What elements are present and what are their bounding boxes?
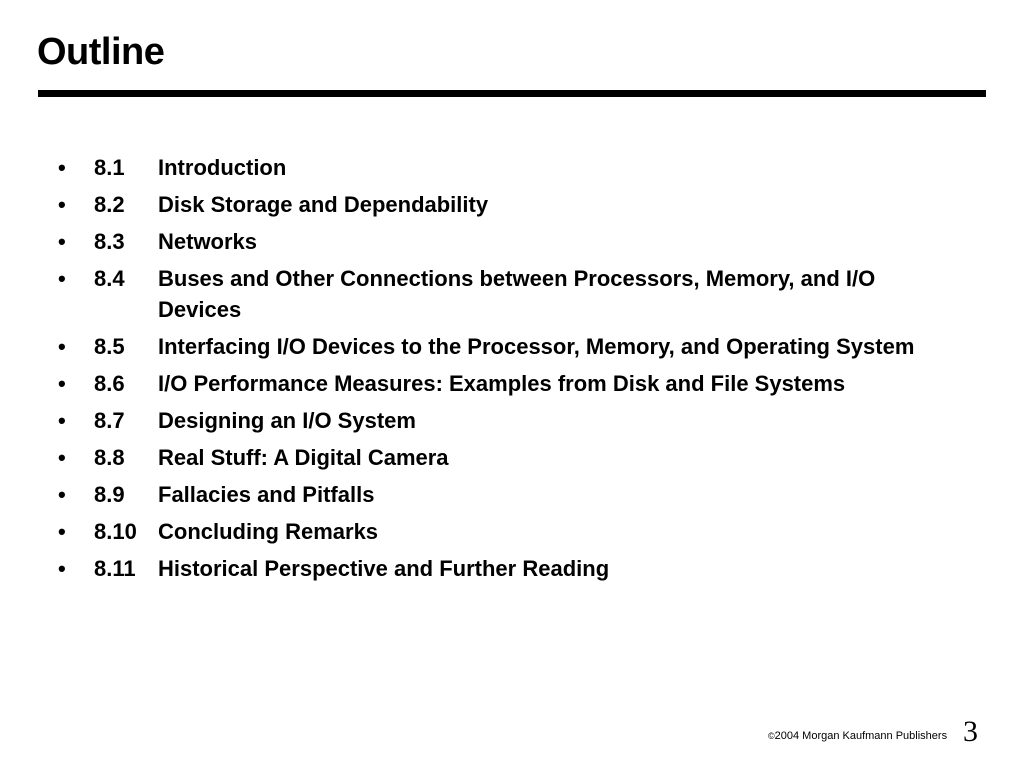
bullet: • [58, 408, 66, 433]
bullet: • [58, 371, 66, 396]
section-title: Interfacing I/O Devices to the Processor, Memory, and Operating System [158, 334, 915, 359]
footer-copyright [768, 729, 947, 743]
outline-item-8-5 [52, 331, 932, 362]
outline-item-8-8 [52, 442, 932, 473]
outline-item-8-7 [52, 405, 932, 436]
bullet: • [58, 334, 66, 359]
section-number: 8.3 [94, 229, 125, 254]
outline-item-8-1 [52, 152, 932, 183]
outline-item-8-9 [52, 479, 932, 510]
outline-item-8-11 [52, 553, 932, 584]
section-title: I/O Performance Measures: Examples from Disk and File Systems [158, 371, 846, 396]
section-number: 8.10 [94, 519, 137, 544]
section-number: 8.11 [94, 556, 136, 581]
section-title: Real Stuff: A Digital Camera [158, 445, 449, 470]
outline-item-8-4 [52, 263, 932, 325]
section-title: Historical Perspective and Further Reading [158, 556, 610, 581]
section-number: 8.1 [94, 155, 125, 180]
slide-title: Outline [37, 31, 165, 73]
copyright-symbol: © [768, 731, 775, 741]
outline-list [52, 152, 932, 590]
section-title: Introduction [158, 155, 287, 180]
section-number: 8.7 [94, 408, 125, 433]
section-title: Designing an I/O System [158, 408, 416, 433]
bullet: • [58, 229, 66, 254]
bullet: • [58, 445, 66, 470]
section-title: Buses and Other Connections between Processors, Memory, and I/O Devices [158, 266, 876, 322]
outline-item-8-10 [52, 516, 932, 547]
section-number: 8.2 [94, 192, 125, 217]
section-title: Concluding Remarks [158, 519, 379, 544]
section-title: Disk Storage and Dependability [158, 192, 489, 217]
bullet: • [58, 155, 66, 180]
bullet: • [58, 519, 66, 544]
section-number: 8.9 [94, 482, 125, 507]
bullet: • [58, 266, 66, 291]
bullet: • [58, 556, 66, 581]
section-number: 8.8 [94, 445, 125, 470]
section-title: Fallacies and Pitfalls [158, 482, 375, 507]
section-number: 8.6 [94, 371, 125, 396]
title-underline-rule [38, 90, 986, 97]
copyright-text: 2004 Morgan Kaufmann Publishers [774, 730, 948, 742]
outline-item-8-2 [52, 189, 932, 220]
bullet: • [58, 192, 66, 217]
bullet: • [58, 482, 66, 507]
section-number: 8.5 [94, 334, 125, 359]
section-number: 8.4 [94, 266, 125, 291]
outline-item-8-6 [52, 368, 932, 399]
section-title: Networks [158, 229, 258, 254]
page-number: 3 [963, 715, 978, 748]
outline-item-8-3 [52, 226, 932, 257]
